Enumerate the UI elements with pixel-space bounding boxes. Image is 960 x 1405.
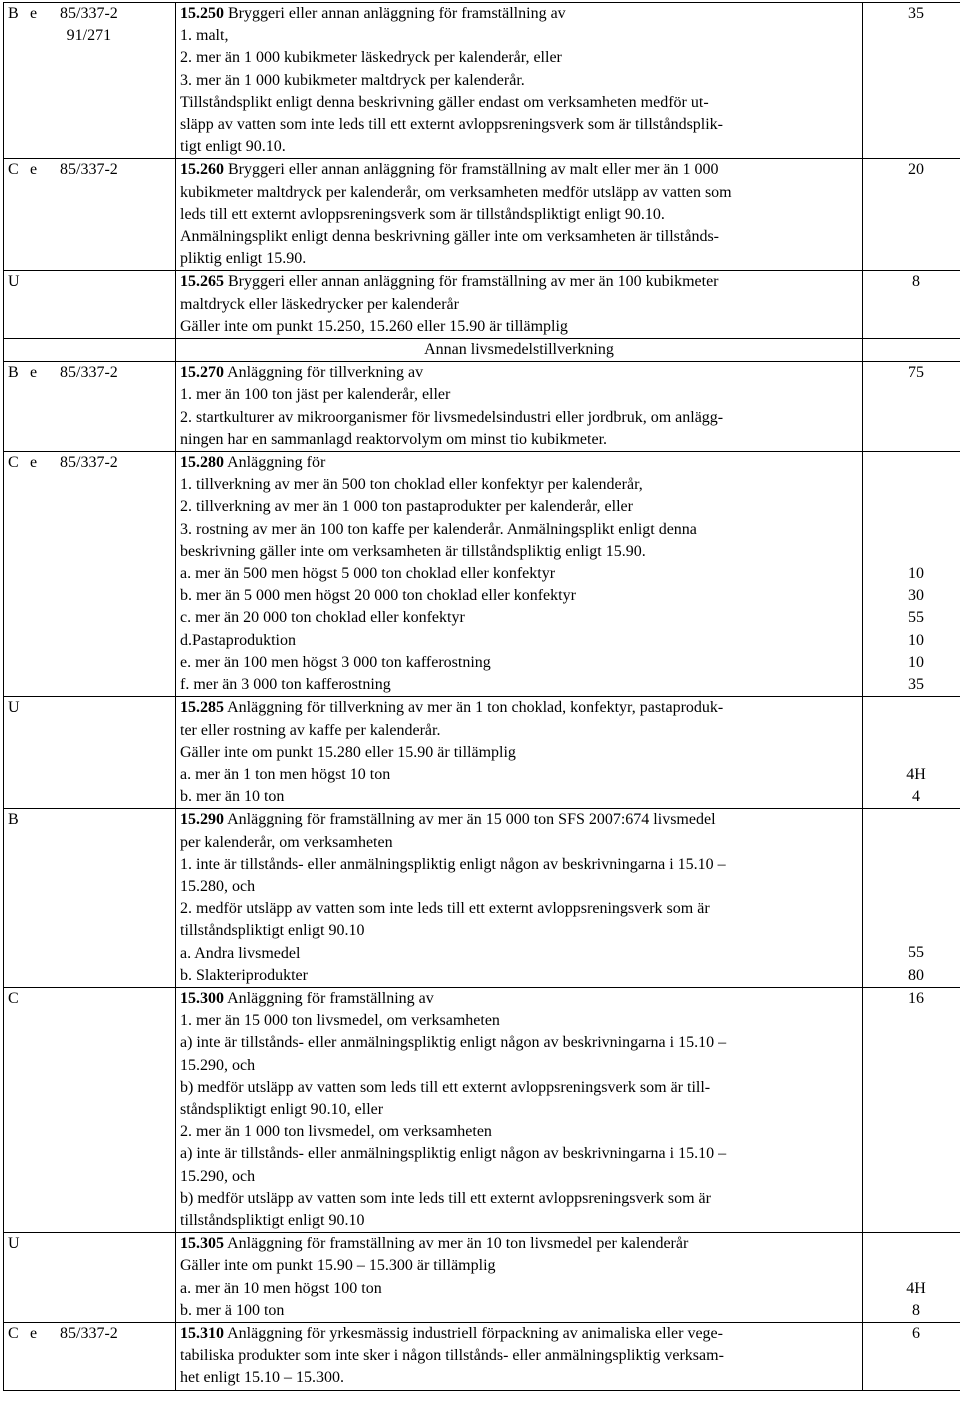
fee-cell	[863, 987, 960, 1232]
activity-table	[3, 2, 960, 1391]
table-row	[4, 1233, 960, 1323]
classification-cell	[4, 452, 176, 697]
sfs-references	[60, 362, 118, 384]
description-line: beskrivning gäller inte om verksamheten är tillståndspliktig enligt 15.90.	[180, 542, 646, 560]
eu-marker	[30, 697, 60, 719]
description-line: 1. mer än 100 ton jäst per kalenderår, eller	[180, 386, 451, 404]
fee-cell	[863, 362, 960, 452]
eu-marker: e	[30, 1324, 38, 1342]
description-line: ter eller rostning av kaffe per kalenderår.	[180, 721, 441, 739]
eu-marker: e	[30, 161, 38, 179]
class-letter: U	[8, 273, 20, 291]
sfs-reference: 85/337-2	[60, 5, 118, 22]
activity-title-text: Anläggning för	[227, 454, 326, 472]
classification-group	[8, 159, 171, 181]
sfs-reference: 85/337-2	[60, 161, 118, 179]
description-line: 2. mer än 1 000 ton livsmedel, om verksamheten	[180, 1123, 492, 1141]
fee-spacer	[867, 832, 960, 854]
description-line: 15.290, och	[180, 1056, 256, 1074]
eu-marker	[30, 809, 60, 831]
description-cell	[176, 809, 863, 988]
description-line: 2. tillverkning av mer än 1 000 ton pastaprodukter per kalenderår, eller	[180, 498, 633, 516]
description-cell	[176, 1233, 863, 1323]
eu-marker: e	[30, 364, 38, 382]
fee-value: 8	[912, 273, 920, 291]
description-line: 1. tillverkning av mer än 500 ton choklad eller konfektyr per kalenderår,	[180, 476, 643, 494]
fee-value: 6	[912, 1324, 920, 1342]
fee-value: 8	[912, 1301, 920, 1319]
description-cell	[176, 362, 863, 452]
eu-marker	[30, 1233, 60, 1255]
fee-value: 16	[908, 989, 924, 1007]
description-line: 1. mer än 15 000 ton livsmedel, om verksamheten	[180, 1012, 500, 1030]
activity-code: 15.265	[180, 273, 224, 291]
description-line: Tillståndsplikt enligt denna beskrivning gäller endast om verksamheten medför ut-	[180, 93, 709, 111]
description-line: Gäller inte om punkt 15.280 eller 15.90 är tillämplig	[180, 743, 516, 761]
fee-value: 10	[908, 631, 924, 649]
fee-cell	[863, 3, 960, 159]
description-cell	[176, 3, 863, 159]
fee-spacer	[867, 496, 960, 518]
description-line: 2. startkulturer av mikroorganismer för livsmedelsindustri eller jordbruk, om anlägg-	[180, 408, 724, 426]
fee-cell	[863, 697, 960, 809]
fee-cell	[863, 452, 960, 697]
fee-spacer	[867, 876, 960, 898]
fee-cell	[863, 809, 960, 988]
fee-value: 55	[908, 944, 924, 962]
activity-title-text: Anläggning för framställning av	[227, 989, 434, 1007]
description-line: f. mer än 3 000 ton kafferostning	[180, 676, 391, 694]
class-letter: C	[8, 989, 19, 1007]
description-line: a) inte är tillstånds- eller anmälningspliktig enligt någon av beskrivningarna i 15.10 –	[180, 1034, 727, 1052]
activity-title-text: Bryggeri eller annan anläggning för framställning av	[228, 5, 566, 22]
activity-code: 15.250	[180, 5, 224, 22]
activity-title-text: Anläggning för framställning av mer än 15 000 ton SFS 2007:674 livsmedel	[227, 811, 716, 829]
eu-marker	[30, 988, 60, 1010]
description-line: b. mer ä 100 ton	[180, 1301, 285, 1319]
activity-title	[180, 159, 858, 181]
fee-spacer	[867, 920, 960, 942]
classification-group	[8, 271, 171, 293]
class-letter: B	[8, 811, 19, 829]
classification-group	[8, 452, 171, 474]
class-letter: U	[8, 1235, 20, 1253]
activity-title-text: Anläggning för framställning av mer än 10 ton livsmedel per kalenderår	[227, 1235, 689, 1253]
table-row	[4, 271, 960, 339]
fee-cell	[863, 1322, 960, 1390]
description-line: a. mer än 1 ton men högst 10 ton	[180, 765, 391, 783]
fee-spacer	[867, 697, 960, 719]
fee-value: 10	[908, 653, 924, 671]
sfs-reference: 91/271	[66, 27, 112, 45]
description-line: a) inte är tillstånds- eller anmälningspliktig enligt någon av beskrivningarna i 15.10 –	[180, 1145, 727, 1163]
description-line: b. mer än 5 000 men högst 20 000 ton choklad eller konfektyr	[180, 587, 576, 605]
activity-code: 15.310	[180, 1324, 224, 1342]
fee-spacer	[867, 541, 960, 563]
description-cell	[176, 271, 863, 339]
description-line: tigt enligt 90.10.	[180, 138, 286, 156]
table-row	[4, 1322, 960, 1390]
description-line: Anmälningsplikt enligt denna beskrivning gäller inte om verksamheten är tillstånds-	[180, 228, 719, 246]
classification-group	[8, 362, 171, 384]
description-line: 1. inte är tillstånds- eller anmälningspliktig enligt någon av beskrivningarna i 15.10 –	[180, 855, 726, 873]
classification-cell	[4, 362, 176, 452]
activity-code: 15.280	[180, 454, 224, 472]
fee-value: 75	[908, 364, 924, 382]
table-row	[4, 452, 960, 697]
activity-title	[180, 1233, 858, 1255]
description-line: het enligt 15.10 – 15.300.	[180, 1369, 344, 1387]
classification-group	[8, 1233, 171, 1255]
description-line: b. mer än 10 ton	[180, 788, 285, 806]
fee-cell	[863, 159, 960, 271]
fee-spacer	[867, 1255, 960, 1277]
description-cell	[176, 339, 863, 362]
description-line: a. Andra livsmedel	[180, 944, 301, 962]
description-line: e. mer än 100 men högst 3 000 ton kafferostning	[180, 653, 491, 671]
activity-title-text: Anläggning för yrkesmässig industriell förpackning av animaliska eller vege-	[227, 1324, 723, 1342]
description-line: d.Pastaproduktion	[180, 631, 296, 649]
classification-group	[8, 697, 171, 719]
table-row	[4, 3, 960, 159]
activity-title-text: Anläggning för tillverkning av mer än 1 ton choklad, konfektyr, pastaproduk-	[227, 699, 724, 717]
activity-code: 15.285	[180, 699, 224, 717]
description-line: a. mer än 10 men högst 100 ton	[180, 1279, 382, 1297]
description-line: tillståndspliktigt enligt 90.10	[180, 1211, 365, 1229]
fee-value: 55	[908, 609, 924, 627]
description-line: ståndspliktigt enligt 90.10, eller	[180, 1100, 384, 1118]
activity-title	[180, 452, 858, 474]
description-line: tabiliska produkter som inte sker i någon tillstånds- eller anmälningspliktig verksam-	[180, 1347, 724, 1365]
fee-spacer	[867, 742, 960, 764]
fee-value: 4H	[906, 765, 926, 783]
classification-cell	[4, 3, 176, 159]
classification-cell	[4, 159, 176, 271]
activity-title	[180, 988, 858, 1010]
description-line: b) medför utsläpp av vatten som leds till ett externt avloppsreningsverk som är till-	[180, 1078, 711, 1096]
description-line: 15.280, och	[180, 877, 256, 895]
description-line: a. mer än 500 men högst 5 000 ton choklad eller konfektyr	[180, 565, 556, 583]
activity-title	[180, 1323, 858, 1345]
description-line: pliktig enligt 15.90.	[180, 250, 307, 268]
fee-value: 20	[908, 161, 924, 179]
activity-title-text: Bryggeri eller annan anläggning för framställning av mer än 100 kubikmeter	[228, 273, 719, 291]
description-line: 2. medför utsläpp av vatten som inte leds till ett externt avloppsreningsverk som är	[180, 900, 710, 918]
description-line: 3. rostning av mer än 100 ton kaffe per kalenderår. Anmälningsplikt enligt denna	[180, 520, 697, 538]
fee-value: 10	[908, 565, 924, 582]
description-cell	[176, 987, 863, 1232]
description-cell	[176, 159, 863, 271]
fee-value: 35	[908, 5, 924, 22]
description-line: b. Slakteriprodukter	[180, 966, 308, 984]
class-letter: B	[8, 5, 19, 22]
fee-spacer	[867, 452, 960, 474]
fee-spacer	[867, 1233, 960, 1255]
eu-marker	[30, 271, 60, 293]
activity-title	[180, 3, 858, 25]
classification-cell	[4, 1322, 176, 1390]
description-cell	[176, 697, 863, 809]
classification-group	[8, 988, 171, 1010]
fee-cell	[863, 1233, 960, 1323]
classification-cell	[4, 987, 176, 1232]
section-heading: Annan livsmedelstillverkning	[424, 341, 614, 359]
description-line: per kalenderår, om verksamheten	[180, 833, 393, 851]
fee-value: 80	[908, 966, 924, 984]
class-letter: B	[8, 364, 19, 382]
activity-code: 15.270	[180, 364, 224, 382]
fee-value: 4	[912, 788, 920, 806]
eu-marker: e	[30, 5, 38, 22]
sfs-references	[60, 1323, 118, 1345]
fee-spacer	[867, 474, 960, 496]
description-line: ningen har en sammanlagd reaktorvolym om minst tio kubikmeter.	[180, 430, 608, 448]
fee-spacer	[867, 854, 960, 876]
fee-spacer	[867, 719, 960, 741]
fee-cell	[863, 271, 960, 339]
class-letter: C	[8, 454, 19, 472]
description-cell	[176, 1322, 863, 1390]
description-line: Gäller inte om punkt 15.250, 15.260 eller 15.90 är tillämplig	[180, 317, 568, 335]
eu-marker: e	[30, 454, 38, 472]
fee-value: 30	[908, 587, 924, 605]
class-letter: C	[8, 1324, 19, 1342]
sfs-references	[60, 3, 118, 47]
description-line: tillståndspliktigt enligt 90.10	[180, 922, 365, 940]
classification-cell	[4, 809, 176, 988]
activity-code: 15.290	[180, 811, 224, 829]
classification-cell	[4, 1233, 176, 1323]
activity-code: 15.305	[180, 1235, 224, 1253]
activity-title	[180, 362, 858, 384]
activity-title-text: Bryggeri eller annan anläggning för framställning av malt eller mer än 1 000	[228, 161, 719, 179]
class-letter: U	[8, 699, 20, 717]
class-letter: C	[8, 161, 19, 179]
description-line: 2. mer än 1 000 kubikmeter läskedryck per kalenderår, eller	[180, 49, 562, 67]
classification-group	[8, 3, 171, 47]
table-row	[4, 339, 960, 362]
sfs-references	[60, 159, 118, 181]
description-line: c. mer än 20 000 ton choklad eller konfektyr	[180, 609, 465, 627]
table-row	[4, 987, 960, 1232]
fee-spacer	[867, 898, 960, 920]
description-line: maltdryck eller läskedrycker per kalenderår	[180, 295, 459, 313]
table-row	[4, 809, 960, 988]
fee-spacer	[867, 519, 960, 541]
classification-group	[8, 809, 171, 831]
description-line: b) medför utsläpp av vatten som inte leds till ett externt avloppsreningsverk som är	[180, 1189, 711, 1207]
description-line: 3. mer än 1 000 kubikmeter maltdryck per kalenderår.	[180, 71, 525, 89]
description-cell	[176, 452, 863, 697]
classification-cell	[4, 697, 176, 809]
fee-value: 35	[908, 676, 924, 694]
table-row	[4, 159, 960, 271]
sfs-reference: 85/337-2	[60, 1324, 118, 1342]
fee-cell	[863, 339, 960, 362]
activity-title	[180, 809, 858, 831]
classification-cell	[4, 339, 176, 362]
activity-code: 15.260	[180, 161, 224, 179]
table-row	[4, 697, 960, 809]
description-line: leds till ett externt avloppsreningsverk som är tillståndspliktigt enligt 90.10.	[180, 205, 665, 223]
description-line: släpp av vatten som inte leds till ett externt avloppsreningsverk som är tillståndsplik-	[180, 116, 724, 134]
activity-title	[180, 697, 858, 719]
sfs-reference: 85/337-2	[60, 364, 118, 382]
description-line: 1. malt,	[180, 27, 229, 45]
sfs-reference: 85/337-2	[60, 454, 118, 472]
sfs-references	[60, 452, 118, 474]
table-row	[4, 362, 960, 452]
description-line: kubikmeter maltdryck per kalenderår, om verksamheten medför utsläpp av vatten som	[180, 183, 732, 201]
activity-title	[180, 271, 858, 293]
fee-value: 4H	[906, 1279, 926, 1297]
activity-title-text: Anläggning för tillverkning av	[227, 364, 424, 382]
activity-code: 15.300	[180, 989, 224, 1007]
classification-group	[8, 1323, 171, 1345]
fee-spacer	[867, 809, 960, 831]
description-line: Gäller inte om punkt 15.90 – 15.300 är tillämplig	[180, 1257, 496, 1275]
classification-cell	[4, 271, 176, 339]
description-line: 15.290, och	[180, 1167, 256, 1185]
